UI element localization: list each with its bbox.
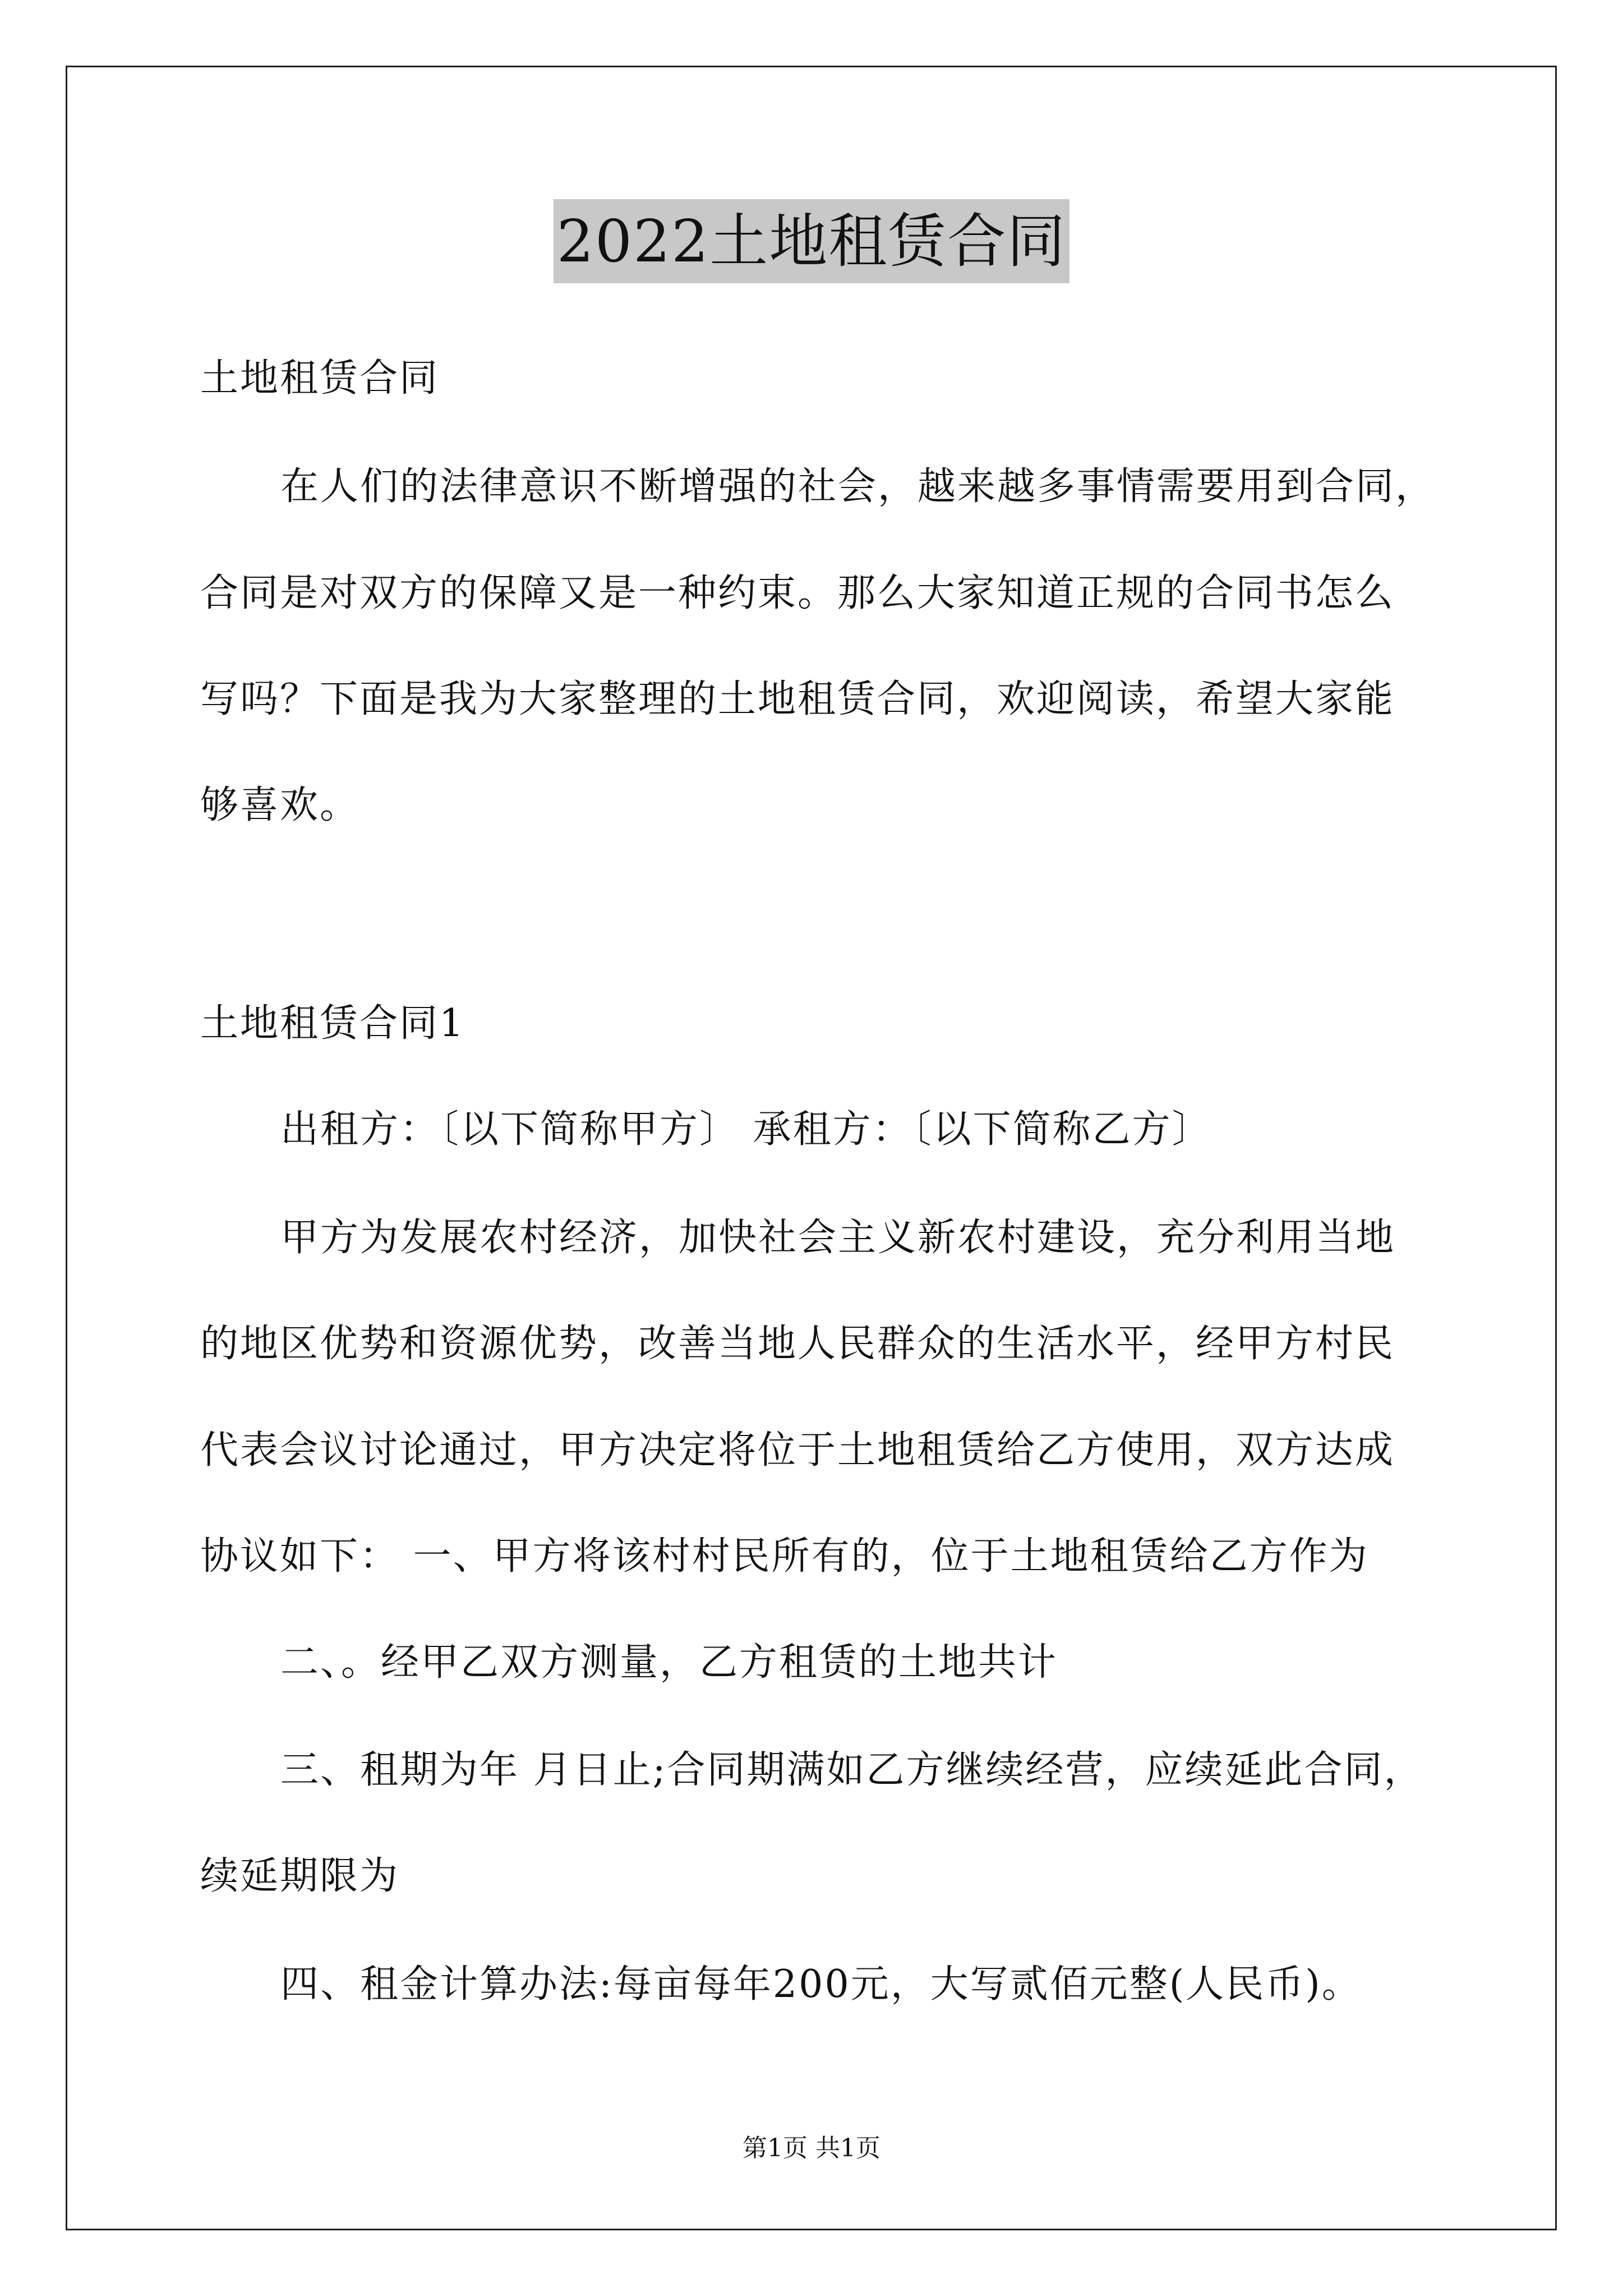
intro-line-3: 写吗？下面是我为大家整理的土地租赁合同，欢迎阅读，希望大家能: [200, 677, 1395, 721]
section-heading: 土地租赁合同1: [200, 1001, 465, 1046]
body-line-6: 三、租期为年 月日止;合同期满如乙方继续经营，应续延此合同，: [280, 1748, 1424, 1792]
page-footer: 第1页 共1页: [743, 2134, 880, 2162]
intro-line-2: 合同是对双方的保障又是一种约束。那么大家知道正规的合同书怎么: [200, 571, 1395, 615]
body-line-1: 甲方为发展农村经济，加快社会主义新农村建设，充分利用当地: [280, 1216, 1396, 1260]
body-line-4: 协议如下： 一、甲方将该村村民所有的，位于土地租赁给乙方作为: [200, 1534, 1369, 1579]
body-line-5: 二、。经甲乙双方测量，乙方租赁的土地共计: [280, 1640, 1058, 1685]
parties-line: 出租方：〔以下简称甲方〕 承租方：〔以下简称乙方〕: [280, 1107, 1212, 1152]
document-subtitle: 土地租赁合同: [200, 356, 440, 401]
body-line-8: 四、租金计算办法:每亩每年200元，大写贰佰元整(人民币)。: [280, 1962, 1362, 2007]
intro-line-1: 在人们的法律意识不断增强的社会，越来越多事情需要用到合同，: [280, 464, 1436, 509]
body-line-7: 续延期限为: [200, 1854, 400, 1898]
document-title: 2022土地租赁合同: [554, 199, 1070, 283]
body-line-3: 代表会议讨论通过，甲方决定将位于土地租赁给乙方使用，双方达成: [200, 1428, 1395, 1473]
title-container: [0, 199, 1623, 283]
body-line-2: 的地区优势和资源优势，改善当地人民群众的生活水平，经甲方村民: [200, 1322, 1395, 1366]
intro-line-4: 够喜欢。: [200, 783, 360, 827]
